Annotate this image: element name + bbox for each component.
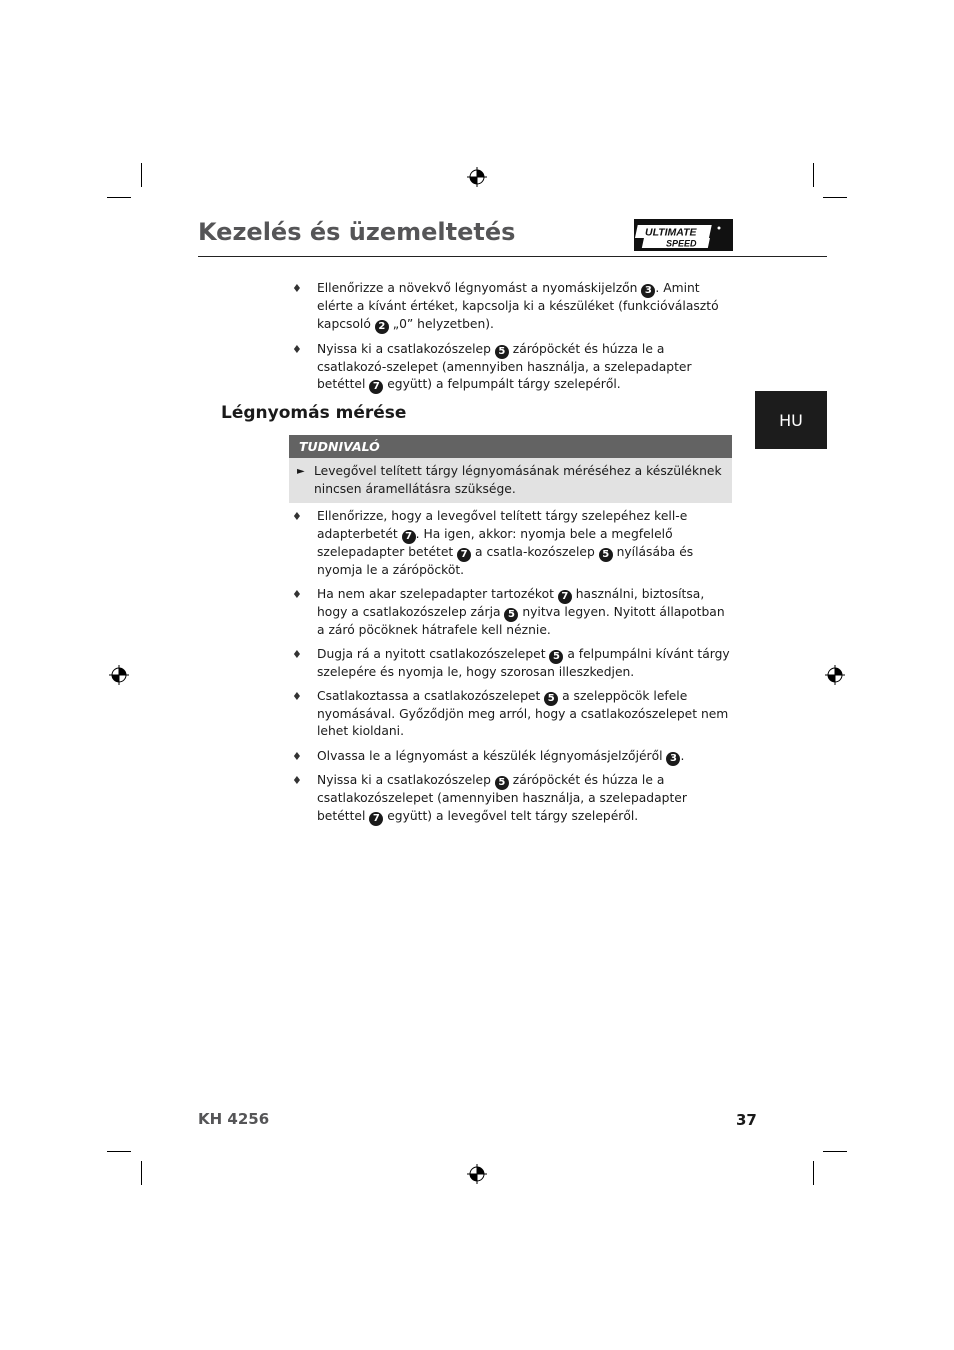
item-number-badge: 7 (369, 812, 383, 826)
bullet-list-top (292, 280, 734, 394)
list-item: ♦ Ha nem akar szelepadapter tartozékot 7 használni, biztosítsa, hogy a csatlakozószelep zárja 5 nyitva legyen. Nyitott állapotban a záró pöcöknek hátrafele kell néznie. (292, 586, 725, 637)
crop-mark (813, 163, 814, 187)
item-number-badge: 3 (666, 752, 680, 766)
crop-mark (107, 1151, 131, 1152)
item-number-badge: 5 (495, 776, 509, 790)
page-title: Kezelés és üzemeltetés (198, 218, 516, 246)
item-number-badge: 7 (558, 590, 572, 604)
registration-mark-icon (467, 1164, 487, 1184)
crop-mark (141, 1161, 142, 1185)
note-text: Levegővel telített tárgy légnyomásának méréséhez a készüléknek nincsen áramellátásra szüksége. (314, 464, 722, 496)
item-number-badge: 3 (641, 284, 655, 298)
item-number-badge: 2 (375, 320, 389, 334)
header-rule (198, 256, 827, 257)
item-number-badge: 5 (504, 608, 518, 622)
list-item: ♦ Csatlakoztassa a csatlakozószelepet 5 a szeleppöcök lefele nyomásával. Győződjön meg arról, hogy a csatlakozószelepet nem lehet kioldani. (292, 688, 729, 739)
crop-mark (823, 1151, 847, 1152)
ultimate-speed-logo (634, 219, 733, 251)
crop-mark (141, 163, 142, 187)
list-item: ♦ Olvassa le a légnyomást a készülék légnyomásjelzőjéről 3 . (292, 748, 685, 764)
item-number-badge: 7 (369, 380, 383, 394)
registration-mark-icon (109, 665, 129, 685)
diamond-bullet-icon: ♦ (292, 749, 302, 763)
diamond-bullet-icon: ♦ (292, 510, 302, 523)
item-number-badge: 5 (495, 345, 509, 359)
crop-mark (813, 1161, 814, 1185)
crop-mark (107, 197, 131, 198)
list-item: ♦ Dugja rá a nyitott csatlakozószelepet 5 a felpumpálni kívánt tárgy szelepére és nyomja le, hogy szorosan illeszkedjen. (292, 646, 730, 679)
registration-mark-icon (467, 167, 487, 187)
page-number: 37 (736, 1111, 757, 1129)
section-heading: Légnyomás mérése (221, 403, 407, 423)
diamond-bullet-icon: ♦ (292, 282, 302, 295)
item-number-badge: 5 (544, 692, 558, 706)
diamond-bullet-icon: ♦ (292, 342, 302, 356)
diamond-bullet-icon: ♦ (292, 774, 302, 788)
item-number-badge: 7 (402, 530, 416, 544)
diamond-bullet-icon: ♦ (292, 689, 302, 703)
crop-mark (823, 197, 847, 198)
list-item: ♦ Ellenőrizze, hogy a levegővel telített tárgy szelepéhez kell-e adapterbetét 7 . Ha igen, akkor: nyomja bele a megfelelő szelepadapter betétet 7 a csatla-kozószelep 5 nyílásába és nyomja le a zárópöcköt. (292, 509, 694, 577)
registration-mark-icon (825, 665, 845, 685)
list-item: ♦ Nyissa ki a csatlakozószelep 5 zárópöckét és húzza le a csatlakozó-szelepet (amennyiben használja, a szelepadapter betéttel 7 együtt) a felpumpált tárgy szelepéről. (292, 341, 692, 393)
diamond-bullet-icon: ♦ (292, 647, 302, 661)
note-title: TUDNIVALÓ (289, 435, 732, 458)
list-item: ♦ Ellenőrizze a növekvő légnyomást a nyomáskijelzőn 3 . Amint elérte a kívánt értéket, kapcsolja ki a készüléket (funkcióválasztó kapcsoló 2 „0” helyzetben). (292, 281, 719, 332)
footer-model: KH 4256 (198, 1110, 270, 1128)
bullet-list-bottom (292, 508, 734, 826)
note-body (289, 458, 732, 503)
arrow-right-icon: ► (297, 466, 305, 477)
item-number-badge: 5 (549, 650, 563, 664)
item-number-badge: 5 (599, 548, 613, 562)
item-number-badge: 7 (457, 548, 471, 562)
logo-line1: ULTIMATE (645, 226, 697, 239)
language-tab: HU (755, 391, 827, 449)
list-item: ♦ Nyissa ki a csatlakozószelep 5 zárópöckét és húzza le a csatlakozószelepet (amennyiben használja, a szelepadapter betéttel 7 együtt) a levegővel telt tárgy szelepéről. (292, 773, 687, 824)
diamond-bullet-icon: ♦ (292, 587, 302, 601)
logo-line2: SPEED (666, 238, 697, 249)
